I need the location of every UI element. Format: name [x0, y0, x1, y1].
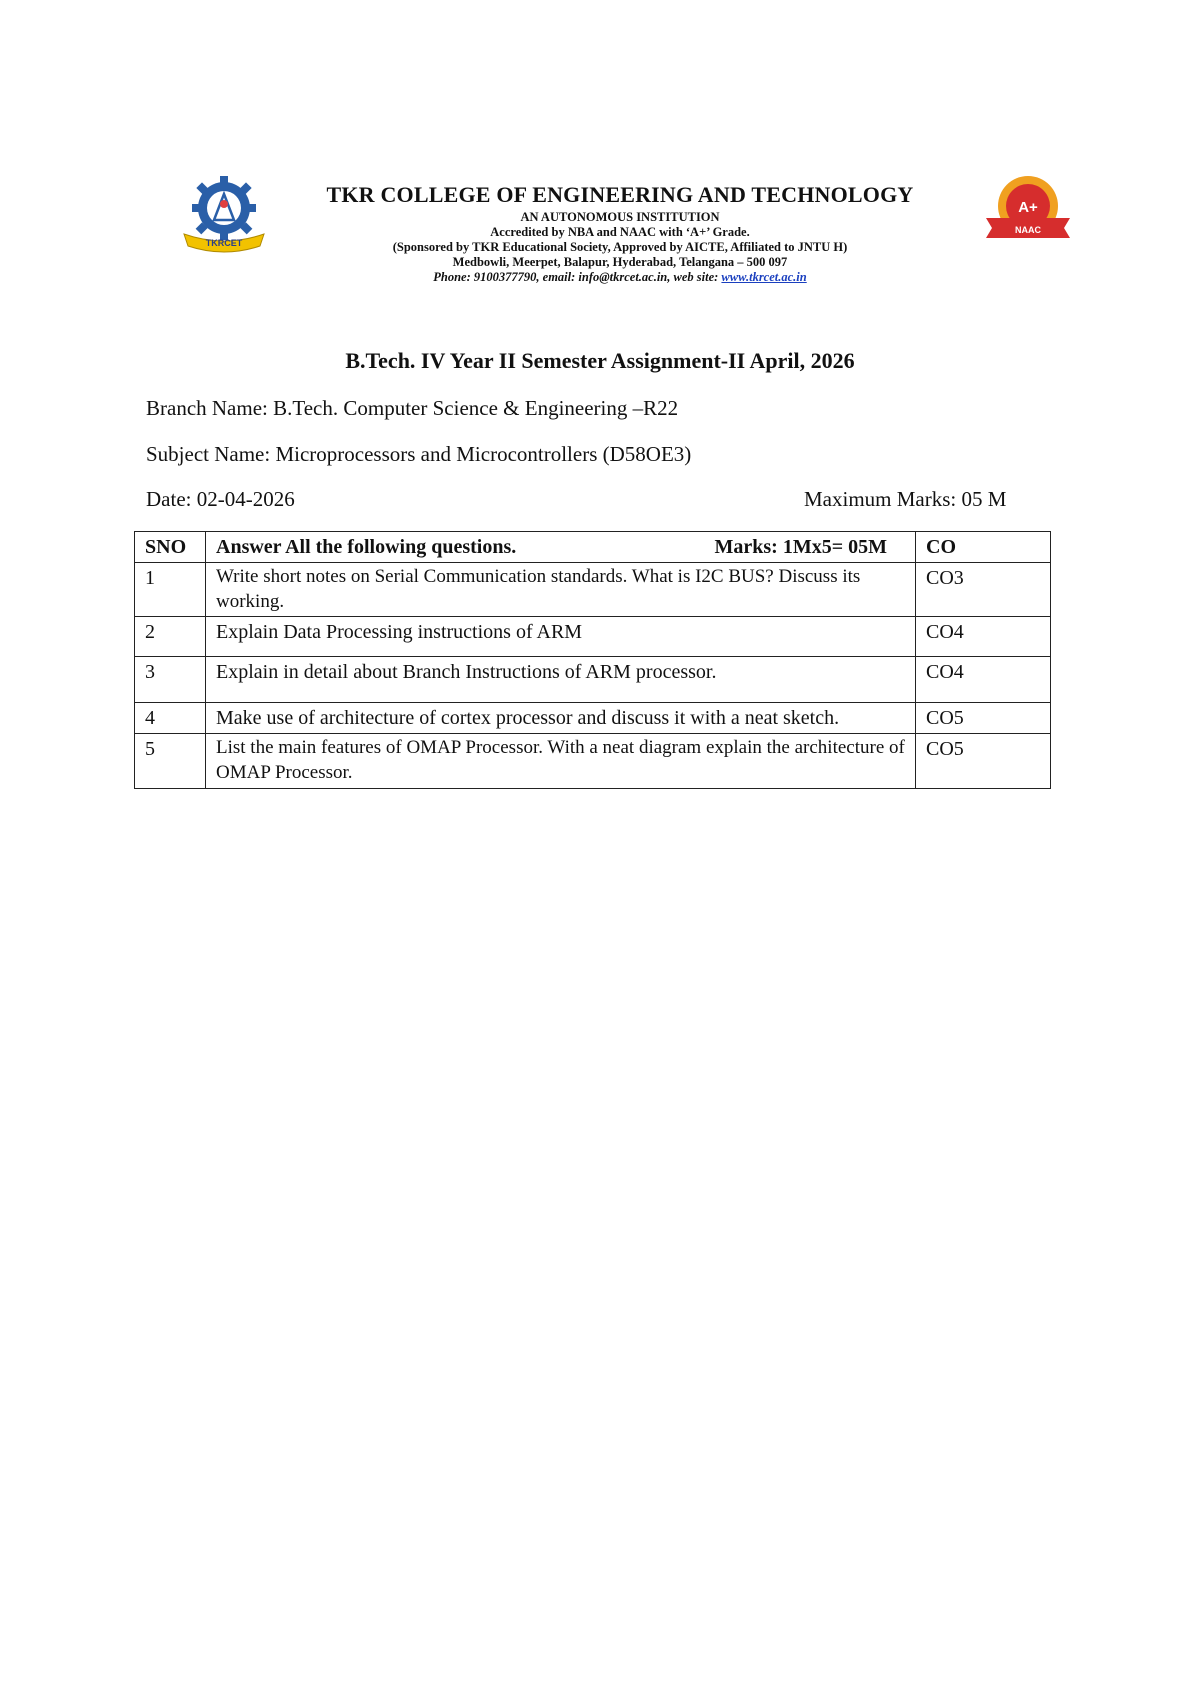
svg-text:TKRCET: TKRCET: [205, 238, 243, 248]
college-logo: [176, 174, 272, 258]
accreditation-line: Accredited by NBA and NAAC with ‘A+’ Grade.: [490, 225, 750, 239]
table-row: [135, 563, 1051, 617]
row-question: Write short notes on Serial Communication standards. What is I2C BUS? Discuss its working.: [206, 563, 916, 617]
row-co: CO5: [916, 734, 1051, 788]
row-question: Make use of architecture of cortex processor and discuss it with a neat sketch.: [206, 703, 916, 734]
contact-text: Phone: 9100377790, email: info@tkrcet.ac.in, web site:: [433, 270, 722, 284]
table-header-row: [135, 532, 1051, 563]
row-co: CO3: [916, 563, 1051, 617]
contact-line: [300, 270, 940, 285]
assignment-title: B.Tech. IV Year II Semester Assignment-II April, 2026: [345, 348, 855, 373]
row-co: CO5: [916, 703, 1051, 734]
website-link[interactable]: www.tkrcet.ac.in: [721, 270, 807, 284]
header-sno: SNO: [135, 532, 206, 563]
row-sno: 1: [135, 563, 206, 617]
header-marks: Marks: 1Mx5= 05M: [714, 536, 887, 558]
row-question: Explain in detail about Branch Instructions of ARM processor.: [206, 657, 916, 703]
award-badge-icon: [986, 176, 1070, 238]
table-row: [135, 657, 1051, 703]
institution-status: AN AUTONOMOUS INSTITUTION: [520, 210, 720, 224]
row-question: List the main features of OMAP Processor. With a neat diagram explain the architecture of OMAP Processor.: [206, 734, 916, 788]
row-question: Explain Data Processing instructions of ARM: [206, 617, 916, 657]
college-name: TKR COLLEGE OF ENGINEERING AND TECHNOLOGY: [326, 182, 914, 207]
branch-name: Branch Name: B.Tech. Computer Science & Engineering –R22: [146, 396, 679, 420]
row-co: CO4: [916, 617, 1051, 657]
svg-text:A+: A+: [1018, 199, 1038, 216]
svg-text:NAAC: NAAC: [1015, 225, 1041, 235]
maximum-marks: Maximum Marks: 05 M: [804, 487, 1007, 511]
row-co: CO4: [916, 657, 1051, 703]
row-sno: 5: [135, 734, 206, 788]
row-sno: 2: [135, 617, 206, 657]
row-sno: 4: [135, 703, 206, 734]
header-instruction: Answer All the following questions.: [216, 536, 517, 558]
header-question: [206, 532, 916, 563]
row-sno: 3: [135, 657, 206, 703]
gear-icon: [192, 176, 256, 240]
address-line: Medbowli, Meerpet, Balapur, Hyderabad, Telangana – 500 097: [452, 255, 788, 269]
table-row: [135, 617, 1051, 657]
naac-badge: [980, 174, 1076, 248]
header-co: CO: [916, 532, 1051, 563]
questions-table: [134, 531, 1051, 789]
date: Date: 02-04-2026: [146, 487, 295, 511]
subject-name: Subject Name: Microprocessors and Microcontrollers (D58OE3): [146, 442, 692, 466]
sponsor-line: (Sponsored by TKR Educational Society, Approved by AICTE, Affiliated to JNTU H): [392, 240, 848, 254]
table-row: [135, 734, 1051, 788]
table-row: [135, 703, 1051, 734]
